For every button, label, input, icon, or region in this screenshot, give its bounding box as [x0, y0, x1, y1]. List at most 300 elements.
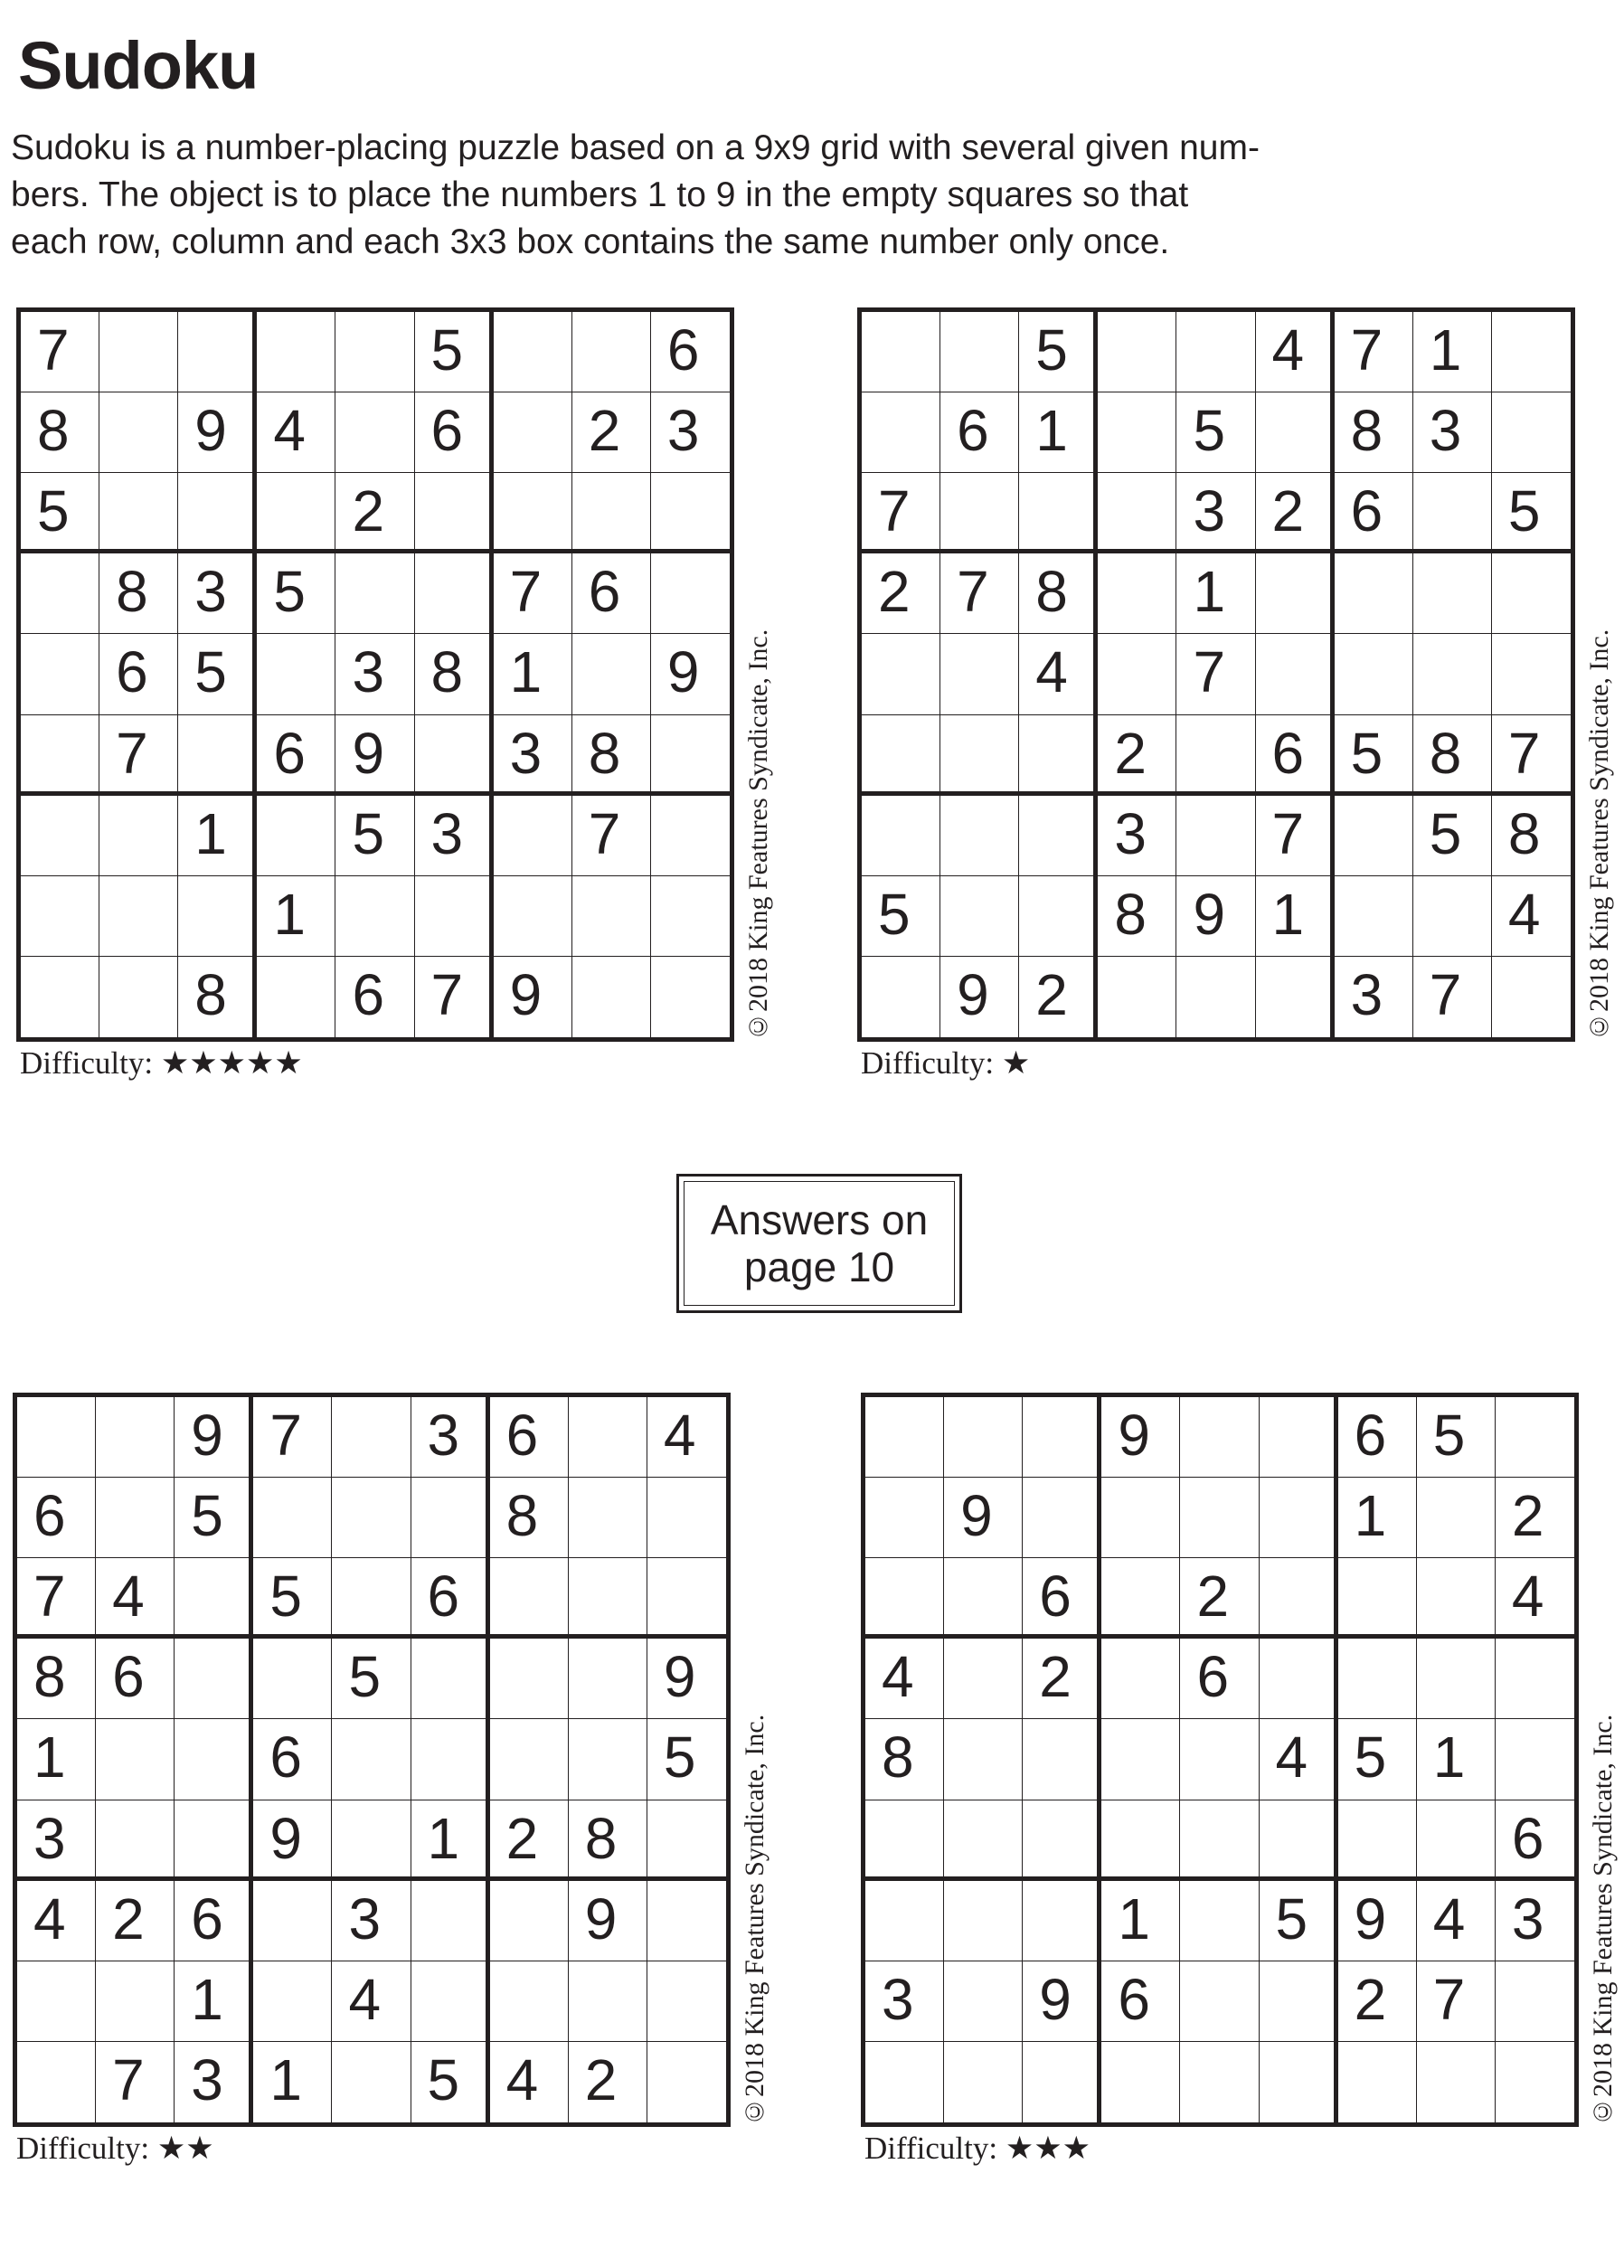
- sudoku-cell[interactable]: 3: [411, 1397, 490, 1478]
- sudoku-cell[interactable]: 9: [178, 392, 257, 473]
- sudoku-cell[interactable]: 2: [490, 1800, 569, 1881]
- sudoku-cell[interactable]: 6: [940, 392, 1019, 473]
- sudoku-cell[interactable]: 6: [17, 1478, 96, 1558]
- sudoku-cell[interactable]: [1256, 634, 1335, 714]
- sudoku-cell[interactable]: 4: [865, 1639, 944, 1719]
- sudoku-cell[interactable]: [569, 1961, 647, 2042]
- sudoku-cell[interactable]: [415, 473, 494, 553]
- sudoku-cell[interactable]: 3: [415, 796, 494, 876]
- sudoku-cell[interactable]: [1019, 715, 1098, 796]
- sudoku-cell[interactable]: 1: [257, 876, 335, 957]
- sudoku-cell[interactable]: [494, 312, 572, 392]
- sudoku-cell[interactable]: 7: [99, 715, 178, 796]
- sudoku-cell[interactable]: [1260, 1558, 1338, 1639]
- sudoku-cell[interactable]: 7: [862, 473, 940, 553]
- sudoku-cell[interactable]: [1417, 1558, 1496, 1639]
- sudoku-cell[interactable]: 8: [1019, 553, 1098, 634]
- sudoku-cell[interactable]: 4: [1256, 312, 1335, 392]
- sudoku-cell[interactable]: [411, 1639, 490, 1719]
- sudoku-cell[interactable]: 5: [862, 876, 940, 957]
- sudoku-cell[interactable]: 2: [572, 392, 651, 473]
- sudoku-cell[interactable]: 2: [569, 2042, 647, 2122]
- sudoku-cell[interactable]: 3: [175, 2042, 253, 2122]
- sudoku-cell[interactable]: 6: [1338, 1397, 1417, 1478]
- sudoku-cell[interactable]: [1101, 1478, 1180, 1558]
- sudoku-cell[interactable]: [1492, 312, 1571, 392]
- sudoku-cell[interactable]: [411, 1478, 490, 1558]
- sudoku-cell[interactable]: [865, 2042, 944, 2122]
- sudoku-cell[interactable]: [651, 796, 730, 876]
- sudoku-cell[interactable]: [572, 876, 651, 957]
- sudoku-cell[interactable]: [21, 876, 99, 957]
- sudoku-cell[interactable]: [1019, 796, 1098, 876]
- sudoku-cell[interactable]: 9: [647, 1639, 726, 1719]
- sudoku-cell[interactable]: 6: [1496, 1800, 1574, 1881]
- sudoku-cell[interactable]: [865, 1881, 944, 1961]
- sudoku-cell[interactable]: [415, 876, 494, 957]
- sudoku-cell[interactable]: 6: [572, 553, 651, 634]
- sudoku-cell[interactable]: [178, 473, 257, 553]
- sudoku-cell[interactable]: 3: [1413, 392, 1492, 473]
- sudoku-cell[interactable]: [253, 1478, 332, 1558]
- sudoku-cell[interactable]: [1417, 2042, 1496, 2122]
- sudoku-cell[interactable]: [175, 1639, 253, 1719]
- sudoku-cell[interactable]: 5: [253, 1558, 332, 1639]
- sudoku-cell[interactable]: [1023, 1719, 1101, 1800]
- sudoku-cell[interactable]: [96, 1478, 175, 1558]
- sudoku-cell[interactable]: [944, 1397, 1023, 1478]
- sudoku-cell[interactable]: [647, 1881, 726, 1961]
- sudoku-cell[interactable]: [1496, 1639, 1574, 1719]
- sudoku-cell[interactable]: 2: [335, 473, 414, 553]
- sudoku-cell[interactable]: 2: [1098, 715, 1176, 796]
- sudoku-cell[interactable]: [651, 473, 730, 553]
- sudoku-cell[interactable]: [647, 1478, 726, 1558]
- sudoku-cell[interactable]: [569, 1558, 647, 1639]
- sudoku-cell[interactable]: 6: [490, 1397, 569, 1478]
- sudoku-cell[interactable]: [253, 1881, 332, 1961]
- sudoku-cell[interactable]: 2: [1256, 473, 1335, 553]
- sudoku-cell[interactable]: 3: [335, 634, 414, 714]
- sudoku-cell[interactable]: 6: [175, 1881, 253, 1961]
- sudoku-cell[interactable]: [175, 1719, 253, 1800]
- sudoku-cell[interactable]: [944, 2042, 1023, 2122]
- sudoku-cell[interactable]: 7: [96, 2042, 175, 2122]
- sudoku-cell[interactable]: [1492, 634, 1571, 714]
- sudoku-cell[interactable]: [332, 1800, 411, 1881]
- sudoku-cell[interactable]: [1098, 957, 1176, 1037]
- sudoku-cell[interactable]: [1180, 1397, 1259, 1478]
- sudoku-cell[interactable]: 1: [1019, 392, 1098, 473]
- sudoku-cell[interactable]: [1101, 2042, 1180, 2122]
- sudoku-cell[interactable]: [1098, 392, 1176, 473]
- sudoku-cell[interactable]: [569, 1639, 647, 1719]
- sudoku-cell[interactable]: 4: [1496, 1558, 1574, 1639]
- sudoku-cell[interactable]: 8: [1413, 715, 1492, 796]
- sudoku-cell[interactable]: 5: [335, 796, 414, 876]
- sudoku-cell[interactable]: 7: [1417, 1961, 1496, 2042]
- sudoku-cell[interactable]: [1417, 1639, 1496, 1719]
- sudoku-cell[interactable]: [1492, 392, 1571, 473]
- sudoku-cell[interactable]: [651, 715, 730, 796]
- sudoku-cell[interactable]: [1496, 1719, 1574, 1800]
- sudoku-cell[interactable]: [257, 634, 335, 714]
- sudoku-cell[interactable]: [1101, 1800, 1180, 1881]
- sudoku-cell[interactable]: 3: [865, 1961, 944, 2042]
- sudoku-cell[interactable]: 4: [647, 1397, 726, 1478]
- sudoku-cell[interactable]: 7: [1492, 715, 1571, 796]
- sudoku-cell[interactable]: [1180, 1800, 1259, 1881]
- sudoku-cell[interactable]: [1335, 796, 1413, 876]
- sudoku-cell[interactable]: [572, 634, 651, 714]
- sudoku-cell[interactable]: 4: [332, 1961, 411, 2042]
- sudoku-cell[interactable]: 7: [1335, 312, 1413, 392]
- sudoku-cell[interactable]: [1176, 312, 1255, 392]
- sudoku-cell[interactable]: 9: [944, 1478, 1023, 1558]
- sudoku-cell[interactable]: [1256, 392, 1335, 473]
- sudoku-cell[interactable]: 5: [1413, 796, 1492, 876]
- sudoku-cell[interactable]: 1: [253, 2042, 332, 2122]
- sudoku-cell[interactable]: [1180, 2042, 1259, 2122]
- sudoku-cell[interactable]: 5: [175, 1478, 253, 1558]
- sudoku-cell[interactable]: [494, 392, 572, 473]
- sudoku-cell[interactable]: 7: [940, 553, 1019, 634]
- sudoku-cell[interactable]: 1: [1176, 553, 1255, 634]
- sudoku-cell[interactable]: [1260, 1478, 1338, 1558]
- sudoku-cell[interactable]: 3: [1335, 957, 1413, 1037]
- sudoku-cell[interactable]: [1023, 1881, 1101, 1961]
- sudoku-cell[interactable]: 9: [253, 1800, 332, 1881]
- sudoku-cell[interactable]: 6: [253, 1719, 332, 1800]
- sudoku-cell[interactable]: 8: [569, 1800, 647, 1881]
- sudoku-cell[interactable]: 4: [1019, 634, 1098, 714]
- sudoku-cell[interactable]: [96, 1961, 175, 2042]
- sudoku-cell[interactable]: 5: [178, 634, 257, 714]
- sudoku-cell[interactable]: [1023, 2042, 1101, 2122]
- sudoku-cell[interactable]: [494, 796, 572, 876]
- sudoku-cell[interactable]: [651, 876, 730, 957]
- sudoku-cell[interactable]: [17, 2042, 96, 2122]
- sudoku-cell[interactable]: [1260, 1639, 1338, 1719]
- sudoku-cell[interactable]: [178, 715, 257, 796]
- sudoku-cell[interactable]: 1: [1101, 1881, 1180, 1961]
- sudoku-cell[interactable]: [21, 553, 99, 634]
- sudoku-cell[interactable]: 5: [1019, 312, 1098, 392]
- sudoku-cell[interactable]: 4: [1260, 1719, 1338, 1800]
- sudoku-cell[interactable]: 8: [1335, 392, 1413, 473]
- sudoku-cell[interactable]: 6: [411, 1558, 490, 1639]
- sudoku-cell[interactable]: [99, 473, 178, 553]
- sudoku-cell[interactable]: [1496, 1961, 1574, 2042]
- sudoku-cell[interactable]: 5: [1335, 715, 1413, 796]
- sudoku-cell[interactable]: 6: [1023, 1558, 1101, 1639]
- sudoku-cell[interactable]: 8: [1492, 796, 1571, 876]
- sudoku-cell[interactable]: 8: [99, 553, 178, 634]
- sudoku-cell[interactable]: 2: [1019, 957, 1098, 1037]
- sudoku-cell[interactable]: [944, 1961, 1023, 2042]
- sudoku-cell[interactable]: 3: [178, 553, 257, 634]
- sudoku-cell[interactable]: [1180, 1881, 1259, 1961]
- sudoku-cell[interactable]: [21, 634, 99, 714]
- sudoku-cell[interactable]: 4: [17, 1881, 96, 1961]
- sudoku-cell[interactable]: [862, 957, 940, 1037]
- sudoku-cell[interactable]: [940, 312, 1019, 392]
- sudoku-cell[interactable]: 9: [1101, 1397, 1180, 1478]
- sudoku-cell[interactable]: 1: [1256, 876, 1335, 957]
- sudoku-cell[interactable]: [257, 312, 335, 392]
- sudoku-cell[interactable]: [335, 876, 414, 957]
- sudoku-cell[interactable]: [415, 715, 494, 796]
- sudoku-cell[interactable]: 7: [253, 1397, 332, 1478]
- sudoku-cell[interactable]: [490, 1558, 569, 1639]
- sudoku-cell[interactable]: [17, 1397, 96, 1478]
- sudoku-cell[interactable]: 1: [17, 1719, 96, 1800]
- sudoku-cell[interactable]: [1101, 1719, 1180, 1800]
- sudoku-cell[interactable]: [572, 957, 651, 1037]
- sudoku-cell[interactable]: [1413, 473, 1492, 553]
- sudoku-cell[interactable]: 2: [1496, 1478, 1574, 1558]
- sudoku-cell[interactable]: 8: [178, 957, 257, 1037]
- sudoku-cell[interactable]: [1260, 1800, 1338, 1881]
- sudoku-cell[interactable]: [253, 1639, 332, 1719]
- sudoku-cell[interactable]: 8: [490, 1478, 569, 1558]
- sudoku-cell[interactable]: [490, 1961, 569, 2042]
- sudoku-cell[interactable]: [175, 1558, 253, 1639]
- sudoku-cell[interactable]: [178, 312, 257, 392]
- sudoku-cell[interactable]: [1260, 1397, 1338, 1478]
- sudoku-cell[interactable]: 7: [494, 553, 572, 634]
- sudoku-cell[interactable]: 8: [572, 715, 651, 796]
- sudoku-cell[interactable]: 8: [865, 1719, 944, 1800]
- sudoku-cell[interactable]: [1180, 1719, 1259, 1800]
- sudoku-cell[interactable]: 1: [175, 1961, 253, 2042]
- sudoku-cell[interactable]: [569, 1478, 647, 1558]
- sudoku-cell[interactable]: 9: [175, 1397, 253, 1478]
- sudoku-cell[interactable]: [862, 392, 940, 473]
- sudoku-cell[interactable]: 9: [569, 1881, 647, 1961]
- sudoku-cell[interactable]: 7: [1256, 796, 1335, 876]
- sudoku-cell[interactable]: 3: [1098, 796, 1176, 876]
- sudoku-cell[interactable]: [940, 473, 1019, 553]
- sudoku-cell[interactable]: 5: [257, 553, 335, 634]
- sudoku-cell[interactable]: [940, 715, 1019, 796]
- sudoku-cell[interactable]: [569, 1397, 647, 1478]
- sudoku-cell[interactable]: 7: [572, 796, 651, 876]
- sudoku-cell[interactable]: [490, 1719, 569, 1800]
- sudoku-cell[interactable]: [1098, 473, 1176, 553]
- sudoku-cell[interactable]: 6: [1256, 715, 1335, 796]
- sudoku-cell[interactable]: 8: [17, 1639, 96, 1719]
- sudoku-cell[interactable]: [865, 1558, 944, 1639]
- sudoku-cell[interactable]: 1: [411, 1800, 490, 1881]
- sudoku-cell[interactable]: [1098, 312, 1176, 392]
- sudoku-cell[interactable]: [944, 1558, 1023, 1639]
- sudoku-cell[interactable]: 6: [1335, 473, 1413, 553]
- sudoku-cell[interactable]: [1023, 1397, 1101, 1478]
- sudoku-cell[interactable]: [647, 1800, 726, 1881]
- sudoku-cell[interactable]: 3: [332, 1881, 411, 1961]
- sudoku-cell[interactable]: [335, 392, 414, 473]
- sudoku-cell[interactable]: [1335, 553, 1413, 634]
- sudoku-cell[interactable]: 5: [1492, 473, 1571, 553]
- sudoku-cell[interactable]: [1176, 715, 1255, 796]
- sudoku-cell[interactable]: [1098, 634, 1176, 714]
- sudoku-cell[interactable]: [332, 1478, 411, 1558]
- sudoku-cell[interactable]: [862, 634, 940, 714]
- sudoku-cell[interactable]: [1417, 1800, 1496, 1881]
- sudoku-cell[interactable]: [651, 553, 730, 634]
- sudoku-cell[interactable]: [335, 312, 414, 392]
- sudoku-cell[interactable]: 7: [1176, 634, 1255, 714]
- sudoku-cell[interactable]: [99, 796, 178, 876]
- sudoku-cell[interactable]: 8: [1098, 876, 1176, 957]
- sudoku-cell[interactable]: [940, 634, 1019, 714]
- sudoku-cell[interactable]: [1260, 2042, 1338, 2122]
- sudoku-cell[interactable]: [99, 392, 178, 473]
- sudoku-cell[interactable]: [1180, 1478, 1259, 1558]
- sudoku-cell[interactable]: [335, 553, 414, 634]
- sudoku-cell[interactable]: 2: [1338, 1961, 1417, 2042]
- sudoku-cell[interactable]: [1338, 1558, 1417, 1639]
- sudoku-cell[interactable]: [865, 1397, 944, 1478]
- sudoku-cell[interactable]: [1023, 1800, 1101, 1881]
- sudoku-cell[interactable]: 4: [490, 2042, 569, 2122]
- sudoku-cell[interactable]: [647, 1558, 726, 1639]
- sudoku-cell[interactable]: 5: [411, 2042, 490, 2122]
- sudoku-cell[interactable]: [21, 715, 99, 796]
- sudoku-cell[interactable]: [572, 312, 651, 392]
- sudoku-cell[interactable]: [96, 1397, 175, 1478]
- sudoku-cell[interactable]: 5: [1417, 1397, 1496, 1478]
- sudoku-cell[interactable]: 9: [1338, 1881, 1417, 1961]
- sudoku-cell[interactable]: 6: [99, 634, 178, 714]
- sudoku-cell[interactable]: 6: [1101, 1961, 1180, 2042]
- sudoku-cell[interactable]: [944, 1881, 1023, 1961]
- sudoku-cell[interactable]: 5: [332, 1639, 411, 1719]
- sudoku-cell[interactable]: [494, 876, 572, 957]
- sudoku-cell[interactable]: [99, 312, 178, 392]
- sudoku-cell[interactable]: [490, 1881, 569, 1961]
- sudoku-cell[interactable]: [175, 1800, 253, 1881]
- sudoku-cell[interactable]: [865, 1478, 944, 1558]
- sudoku-cell[interactable]: [178, 876, 257, 957]
- sudoku-cell[interactable]: 2: [1180, 1558, 1259, 1639]
- sudoku-cell[interactable]: 6: [257, 715, 335, 796]
- sudoku-cell[interactable]: 3: [1176, 473, 1255, 553]
- sudoku-cell[interactable]: 5: [415, 312, 494, 392]
- sudoku-cell[interactable]: [332, 1719, 411, 1800]
- sudoku-cell[interactable]: [1413, 876, 1492, 957]
- sudoku-cell[interactable]: [647, 1961, 726, 2042]
- sudoku-cell[interactable]: [1023, 1478, 1101, 1558]
- sudoku-cell[interactable]: [1098, 553, 1176, 634]
- sudoku-cell[interactable]: [1338, 1800, 1417, 1881]
- sudoku-cell[interactable]: [411, 1961, 490, 2042]
- sudoku-cell[interactable]: 1: [1338, 1478, 1417, 1558]
- sudoku-cell[interactable]: [1176, 957, 1255, 1037]
- sudoku-cell[interactable]: [490, 1639, 569, 1719]
- sudoku-cell[interactable]: 3: [1496, 1881, 1574, 1961]
- sudoku-cell[interactable]: 6: [335, 957, 414, 1037]
- sudoku-cell[interactable]: 7: [21, 312, 99, 392]
- sudoku-cell[interactable]: 3: [17, 1800, 96, 1881]
- sudoku-cell[interactable]: 5: [1338, 1719, 1417, 1800]
- sudoku-cell[interactable]: 9: [651, 634, 730, 714]
- sudoku-cell[interactable]: [1338, 1639, 1417, 1719]
- sudoku-cell[interactable]: 4: [1417, 1881, 1496, 1961]
- sudoku-cell[interactable]: [1335, 876, 1413, 957]
- sudoku-cell[interactable]: [862, 796, 940, 876]
- sudoku-cell[interactable]: 7: [415, 957, 494, 1037]
- sudoku-cell[interactable]: [1496, 1397, 1574, 1478]
- sudoku-cell[interactable]: 4: [1492, 876, 1571, 957]
- sudoku-cell[interactable]: [1101, 1639, 1180, 1719]
- sudoku-cell[interactable]: [257, 957, 335, 1037]
- sudoku-cell[interactable]: [865, 1800, 944, 1881]
- sudoku-cell[interactable]: [944, 1719, 1023, 1800]
- sudoku-cell[interactable]: 5: [647, 1719, 726, 1800]
- sudoku-cell[interactable]: 2: [96, 1881, 175, 1961]
- sudoku-cell[interactable]: [257, 796, 335, 876]
- sudoku-cell[interactable]: [1101, 1558, 1180, 1639]
- sudoku-cell[interactable]: [1417, 1478, 1496, 1558]
- sudoku-cell[interactable]: 5: [1176, 392, 1255, 473]
- sudoku-cell[interactable]: 6: [1180, 1639, 1259, 1719]
- sudoku-cell[interactable]: 2: [1023, 1639, 1101, 1719]
- sudoku-cell[interactable]: [332, 1397, 411, 1478]
- sudoku-cell[interactable]: [17, 1961, 96, 2042]
- sudoku-cell[interactable]: [411, 1881, 490, 1961]
- sudoku-cell[interactable]: 5: [21, 473, 99, 553]
- sudoku-cell[interactable]: [99, 957, 178, 1037]
- sudoku-cell[interactable]: [1019, 473, 1098, 553]
- sudoku-cell[interactable]: 6: [415, 392, 494, 473]
- sudoku-cell[interactable]: 1: [1417, 1719, 1496, 1800]
- sudoku-cell[interactable]: [1176, 796, 1255, 876]
- sudoku-cell[interactable]: 9: [1176, 876, 1255, 957]
- sudoku-cell[interactable]: 1: [494, 634, 572, 714]
- sudoku-cell[interactable]: [21, 796, 99, 876]
- sudoku-cell[interactable]: [332, 1558, 411, 1639]
- sudoku-cell[interactable]: [332, 2042, 411, 2122]
- sudoku-cell[interactable]: [569, 1719, 647, 1800]
- sudoku-cell[interactable]: [944, 1800, 1023, 1881]
- sudoku-cell[interactable]: [1496, 2042, 1574, 2122]
- sudoku-cell[interactable]: [1492, 957, 1571, 1037]
- sudoku-cell[interactable]: 9: [940, 957, 1019, 1037]
- sudoku-cell[interactable]: 1: [1413, 312, 1492, 392]
- sudoku-cell[interactable]: 3: [494, 715, 572, 796]
- sudoku-cell[interactable]: [96, 1719, 175, 1800]
- sudoku-cell[interactable]: [1019, 876, 1098, 957]
- sudoku-cell[interactable]: [940, 796, 1019, 876]
- sudoku-cell[interactable]: 4: [257, 392, 335, 473]
- sudoku-cell[interactable]: 6: [96, 1639, 175, 1719]
- sudoku-cell[interactable]: 9: [494, 957, 572, 1037]
- sudoku-cell[interactable]: [647, 2042, 726, 2122]
- sudoku-cell[interactable]: 9: [335, 715, 414, 796]
- sudoku-cell[interactable]: 2: [862, 553, 940, 634]
- sudoku-cell[interactable]: [1338, 2042, 1417, 2122]
- sudoku-cell[interactable]: [1335, 634, 1413, 714]
- sudoku-cell[interactable]: 7: [17, 1558, 96, 1639]
- sudoku-cell[interactable]: [1256, 553, 1335, 634]
- sudoku-cell[interactable]: 6: [651, 312, 730, 392]
- sudoku-cell[interactable]: 4: [96, 1558, 175, 1639]
- sudoku-cell[interactable]: [21, 957, 99, 1037]
- sudoku-cell[interactable]: 9: [1023, 1961, 1101, 2042]
- sudoku-cell[interactable]: [862, 312, 940, 392]
